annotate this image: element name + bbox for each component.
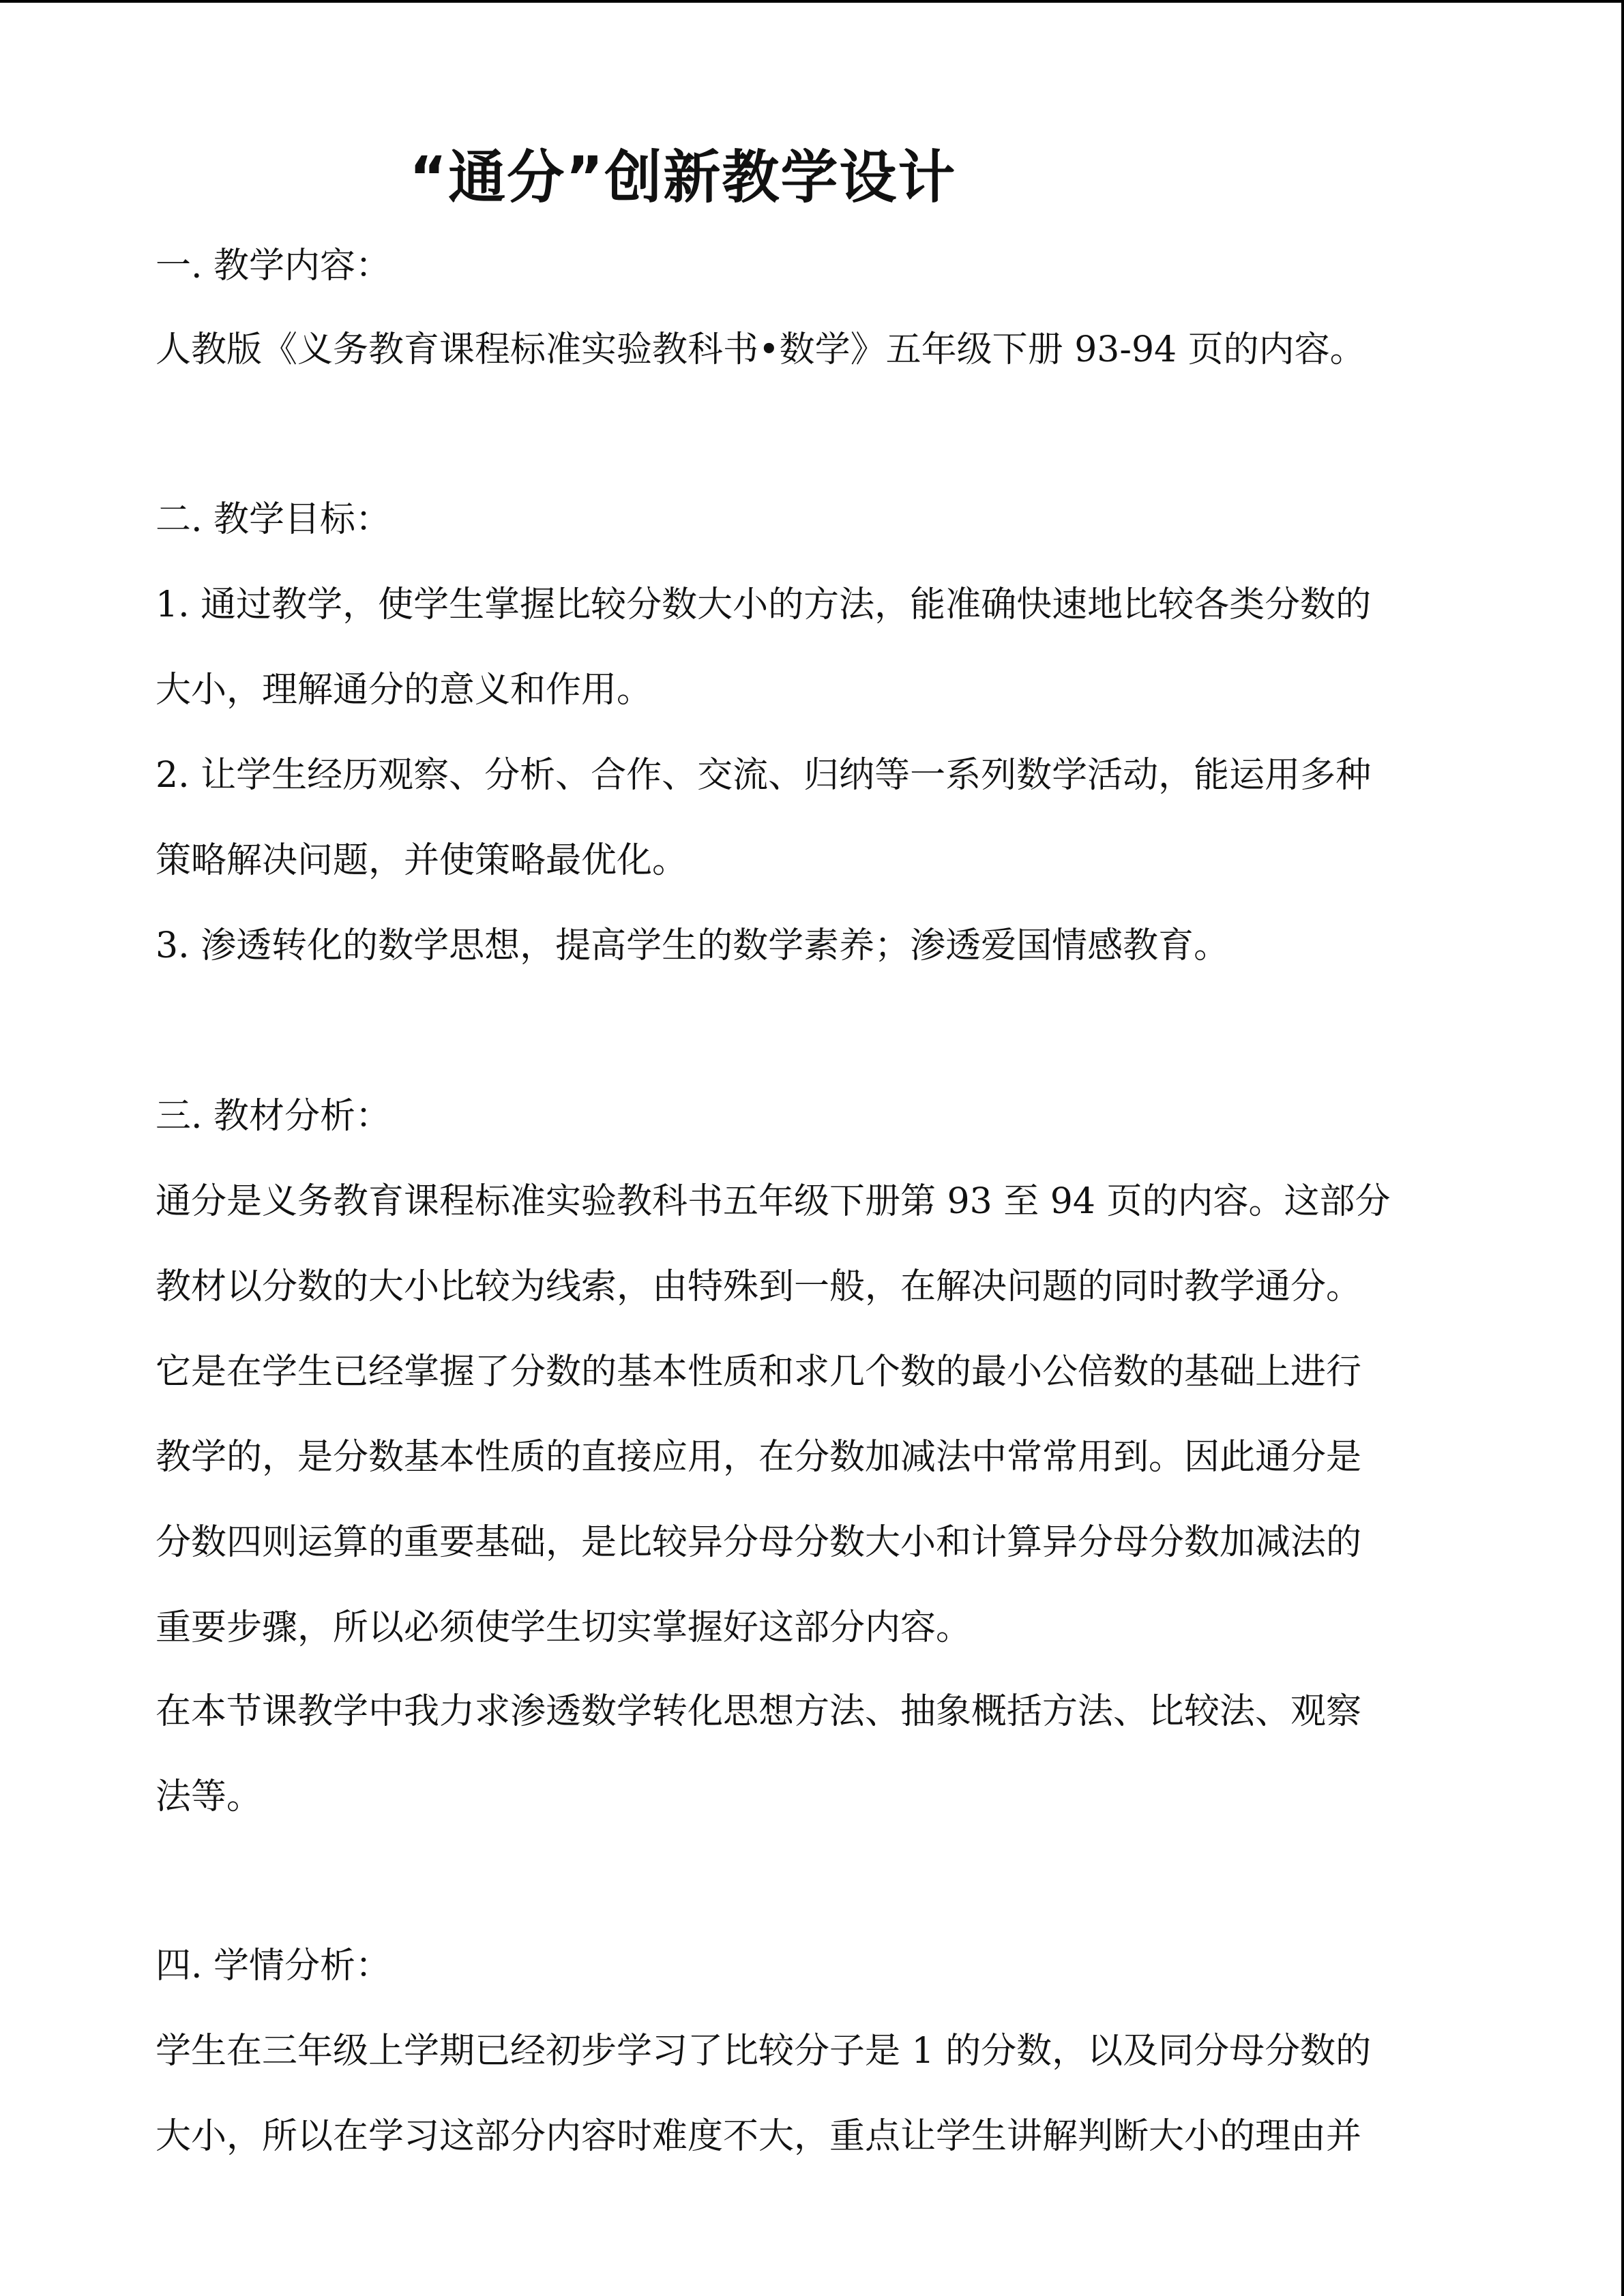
section-3-line: 在本节课教学中我力求渗透数学转化思想方法、抽象概括方法、比较法、观察 <box>156 1691 1362 1732</box>
section-3-line: 它是在学生已经掌握了分数的基本性质和求几个数的最小公倍数的基础上进行 <box>156 1352 1362 1392</box>
section-3-line: 分数四则运算的重要基础，是比较异分母分数大小和计算异分母分数加减法的 <box>156 1522 1362 1563</box>
section-3-line: 重要步骤，所以必须使学生切实掌握好这部分内容。 <box>156 1607 972 1648</box>
section-1-line: 人教版《义务教育课程标准实验教科书•数学》五年级下册 93-94 页的内容。 <box>156 329 1365 370</box>
section-2-line: 策略解决问题，并使策略最优化。 <box>156 840 688 881</box>
section-3-heading: 三. 教材分析： <box>156 1096 392 1137</box>
section-2-line: 大小，理解通分的意义和作用。 <box>156 670 653 711</box>
page-border-right <box>1621 0 1624 2296</box>
section-3-line: 通分是义务教育课程标准实验教科书五年级下册第 93 至 94 页的内容。这部分 <box>156 1181 1391 1222</box>
section-3-line: 教材以分数的大小比较为线索，由特殊到一般，在解决问题的同时教学通分。 <box>156 1266 1362 1307</box>
page-border-top <box>0 0 1624 3</box>
section-2-heading: 二. 教学目标： <box>156 499 392 540</box>
section-1-heading: 一. 教学内容： <box>156 245 392 286</box>
section-3-line: 法等。 <box>156 1776 263 1817</box>
section-4-heading: 四. 学情分析： <box>156 1945 392 1986</box>
document-title: “通分”创新教学设计 <box>409 144 957 211</box>
section-3-line: 教学的，是分数基本性质的直接应用，在分数加减法中常常用到。因此通分是 <box>156 1437 1362 1478</box>
section-4-line: 学生在三年级上学期已经初步学习了比较分子是 1 的分数，以及同分母分数的 <box>156 2031 1372 2072</box>
section-2-line: 3. 渗透转化的数学思想，提高学生的数学素养；渗透爱国情感教育。 <box>156 925 1230 966</box>
section-4-line: 大小，所以在学习这部分内容时难度不大，重点让学生讲解判断大小的理由并 <box>156 2116 1362 2157</box>
section-2-line: 2. 让学生经历观察、分析、合作、交流、归纳等一系列数学活动，能运用多种 <box>156 755 1372 796</box>
section-2-line: 1. 通过教学，使学生掌握比较分数大小的方法，能准确快速地比较各类分数的 <box>156 584 1372 625</box>
